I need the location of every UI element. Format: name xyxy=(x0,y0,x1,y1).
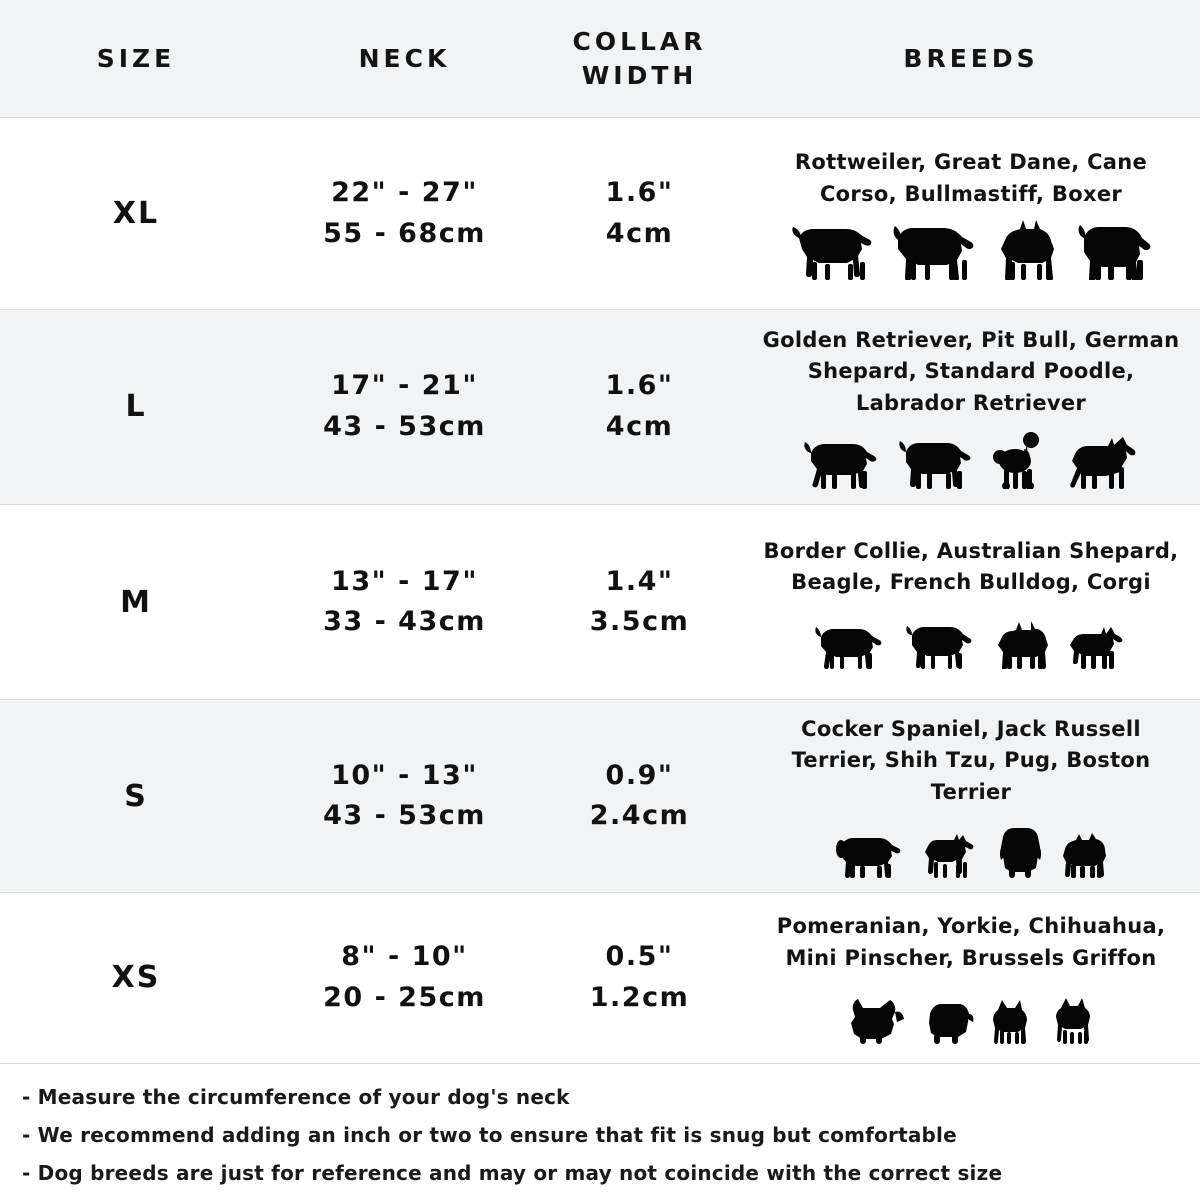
column-header-collar-width-line2: WIDTH xyxy=(581,60,698,90)
neck-inches: 8" - 10" xyxy=(341,941,468,973)
collar-width-inches: 1.4" xyxy=(605,565,674,597)
neck-measurement xyxy=(272,521,537,683)
breed-silhouettes xyxy=(811,607,1131,669)
column-header-size: SIZE xyxy=(96,43,176,73)
chihuahua-silhouette-icon xyxy=(990,998,1036,1044)
collar-width-cm: 1.2cm xyxy=(589,981,690,1013)
table-row xyxy=(0,892,1200,1063)
neck-inches: 22" - 27" xyxy=(331,177,478,209)
breed-silhouettes xyxy=(801,427,1141,489)
breeds-cell xyxy=(742,536,1200,669)
collar-width-cm: 2.4cm xyxy=(589,800,690,832)
border-collie-silhouette-icon xyxy=(811,623,887,669)
rottweiler-silhouette-icon xyxy=(790,222,876,280)
collar-width-measurement xyxy=(537,133,742,295)
neck-measurement xyxy=(272,715,537,877)
table-row xyxy=(0,309,1200,504)
collar-width-inches: 0.5" xyxy=(605,941,674,973)
neck-measurement xyxy=(272,133,537,295)
neck-cm: 43 - 53cm xyxy=(323,800,486,832)
note-line: - We recommend adding an inch or two to ensure that fit is snug but comfortable xyxy=(22,1122,957,1147)
poodle-silhouette-icon xyxy=(991,431,1045,489)
neck-cm: 55 - 68cm xyxy=(323,217,486,249)
breeds-list: Pomeranian, Yorkie, Chihuahua, Mini Pinscher, Brussels Griffon xyxy=(776,914,1166,970)
pug-silhouette-icon xyxy=(1061,830,1109,878)
breeds-list: Rottweiler, Great Dane, Cane Corso, Bullmastiff, Boxer xyxy=(794,150,1148,206)
cane-corso-silhouette-icon xyxy=(994,218,1060,280)
neck-cm: 43 - 53cm xyxy=(323,410,486,442)
neck-cm: 20 - 25cm xyxy=(323,981,486,1013)
corgi-silhouette-icon xyxy=(1065,625,1131,669)
size-label: XS xyxy=(111,960,161,996)
breeds-cell xyxy=(742,325,1200,490)
collar-width-measurement xyxy=(537,521,742,683)
breed-silhouettes xyxy=(844,982,1098,1044)
table-header-row xyxy=(0,0,1200,117)
column-header-collar-width xyxy=(537,25,742,93)
neck-cm: 33 - 43cm xyxy=(323,606,486,638)
beagle-silhouette-icon xyxy=(903,621,977,669)
table-row xyxy=(0,117,1200,308)
collar-width-measurement xyxy=(537,897,742,1059)
german-shepherd-silhouette-icon xyxy=(1061,433,1141,489)
collar-width-measurement xyxy=(537,326,742,488)
column-header-neck: NECK xyxy=(358,43,451,73)
table-row xyxy=(0,504,1200,699)
labrador-silhouette-icon xyxy=(897,437,975,489)
size-label: L xyxy=(125,389,147,425)
collar-width-inches: 1.6" xyxy=(605,370,674,402)
cocker-spaniel-silhouette-icon xyxy=(833,832,905,878)
notes-section xyxy=(0,1063,1200,1200)
bullmastiff-silhouette-icon xyxy=(1076,218,1152,280)
collar-width-inches: 0.9" xyxy=(605,759,674,791)
breeds-cell xyxy=(742,911,1200,1044)
neck-measurement xyxy=(272,897,537,1059)
column-header-collar-width-line1: COLLAR xyxy=(572,26,707,56)
breeds-list: Border Collie, Australian Shepard, Beagle, French Bulldog, Corgi xyxy=(763,538,1179,595)
table-row xyxy=(0,699,1200,891)
mini-pinscher-silhouette-icon xyxy=(1052,996,1098,1044)
collar-width-cm: 4cm xyxy=(605,217,674,249)
neck-measurement xyxy=(272,326,537,488)
breeds-cell xyxy=(742,147,1200,280)
breed-silhouettes xyxy=(833,816,1109,878)
breeds-cell xyxy=(742,714,1200,879)
collar-width-cm: 4cm xyxy=(605,410,674,442)
golden-retriever-silhouette-icon xyxy=(801,437,881,489)
french-bulldog-silhouette-icon xyxy=(993,619,1049,669)
note-line: - Measure the circumference of your dog's neck xyxy=(22,1084,570,1109)
shih-tzu-silhouette-icon xyxy=(997,826,1045,878)
pomeranian-silhouette-icon xyxy=(844,996,906,1044)
column-header-breeds: BREEDS xyxy=(903,43,1039,73)
breed-silhouettes xyxy=(790,218,1152,280)
neck-inches: 13" - 17" xyxy=(331,565,478,597)
jack-russell-silhouette-icon xyxy=(921,832,981,878)
size-label: XL xyxy=(112,196,160,232)
size-label: S xyxy=(124,778,148,814)
neck-inches: 17" - 21" xyxy=(331,370,478,402)
size-label: M xyxy=(120,584,152,620)
collar-width-cm: 3.5cm xyxy=(589,606,690,638)
note-line: - Dog breeds are just for reference and may or may not coincide with the correct size xyxy=(22,1160,1003,1185)
breeds-list: Golden Retriever, Pit Bull, German Shepard, Standard Poodle, Labrador Retriever xyxy=(762,327,1180,415)
neck-inches: 10" - 13" xyxy=(331,759,478,791)
great-dane-silhouette-icon xyxy=(892,218,978,280)
yorkie-silhouette-icon xyxy=(922,1000,974,1044)
collar-width-measurement xyxy=(537,715,742,877)
collar-width-inches: 1.6" xyxy=(605,177,674,209)
breeds-list: Cocker Spaniel, Jack Russell Terrier, Shih Tzu, Pug, Boston Terrier xyxy=(791,716,1151,804)
